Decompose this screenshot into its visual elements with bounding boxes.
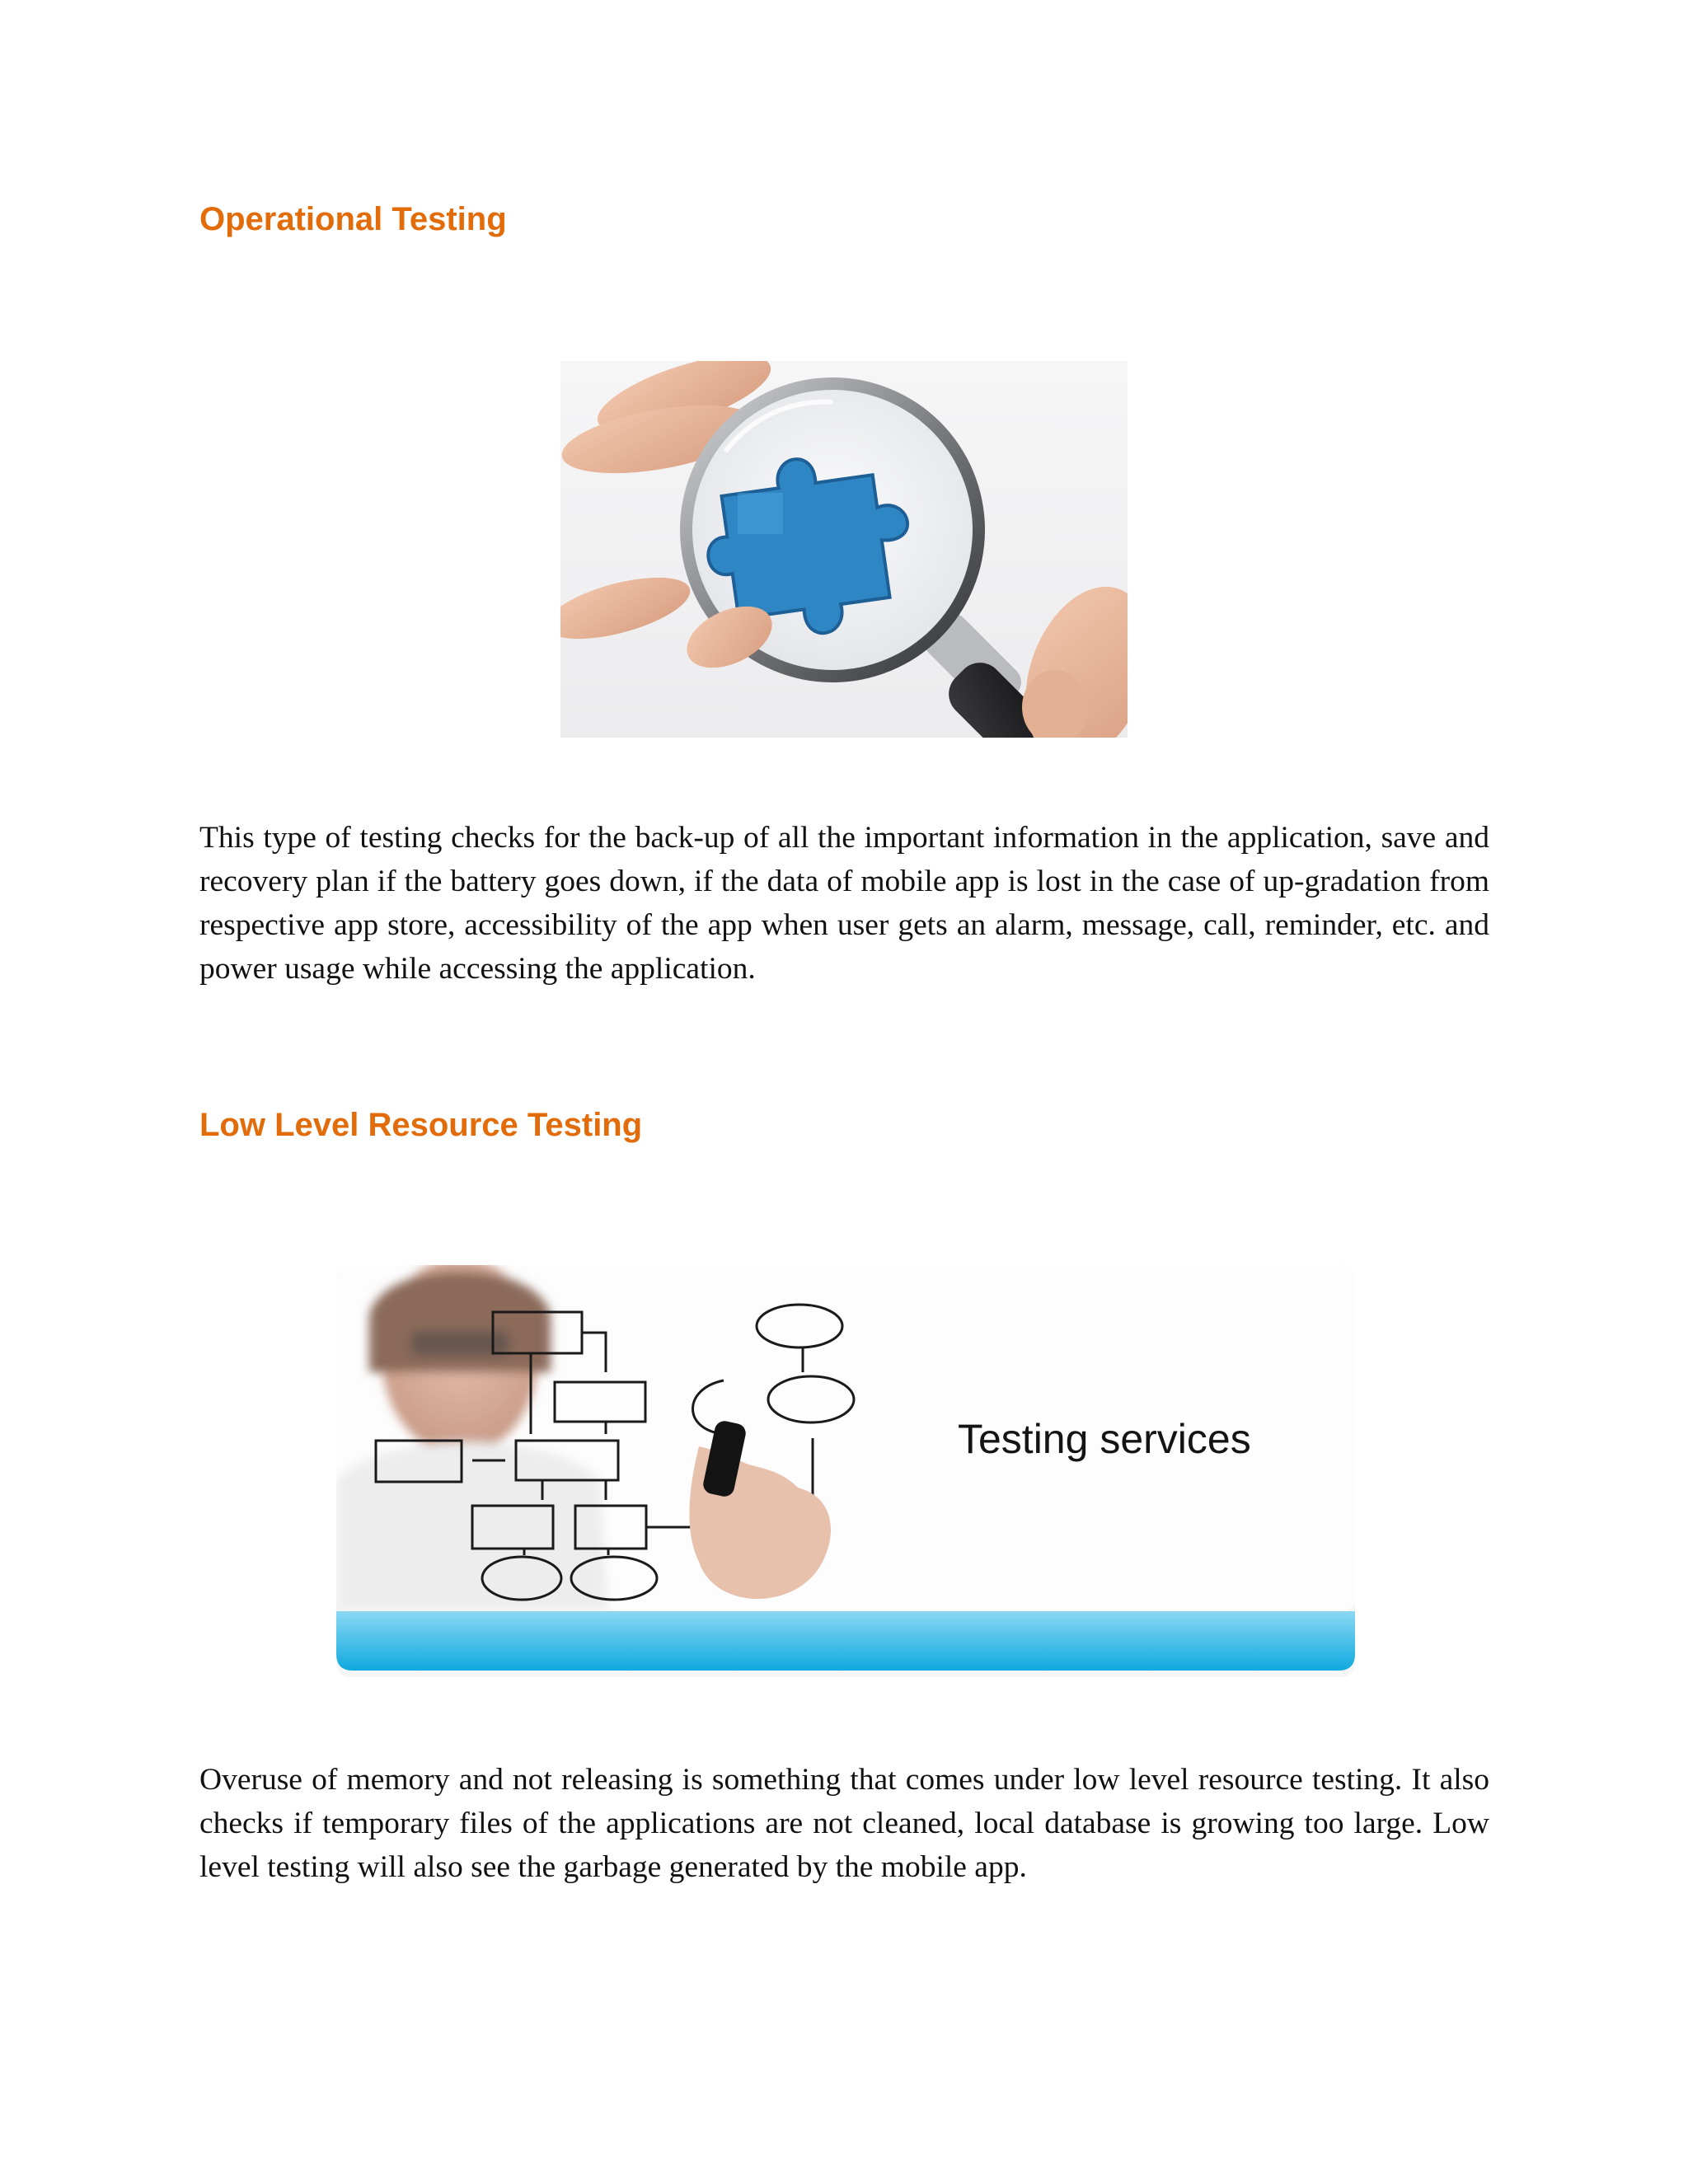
section-heading-operational-testing: Operational Testing — [199, 201, 507, 237]
magnifier-puzzle-image — [560, 361, 1128, 738]
testing-services-caption: Testing services — [958, 1416, 1251, 1462]
testing-services-image — [336, 1265, 1355, 1677]
low-level-resource-testing-paragraph: Overuse of memory and not releasing is something that comes under low level resource testing. It also checks if temporary files of the applications are not cleaned, local database is growing too large. Low level testing will also see the garbage generated by the mobile app. — [199, 1763, 1489, 1884]
section-heading-low-level-resource-testing: Low Level Resource Testing — [199, 1107, 643, 1143]
operational-testing-paragraph: This type of testing checks for the back-up of all the important information in the application, save and recovery plan if the battery goes down, if the data of mobile app is lost in the case of up-gradation from respective app store, accessibility of the app when user gets an alarm, message, call, reminder, etc. and power usage while accessing the application. — [199, 821, 1489, 986]
